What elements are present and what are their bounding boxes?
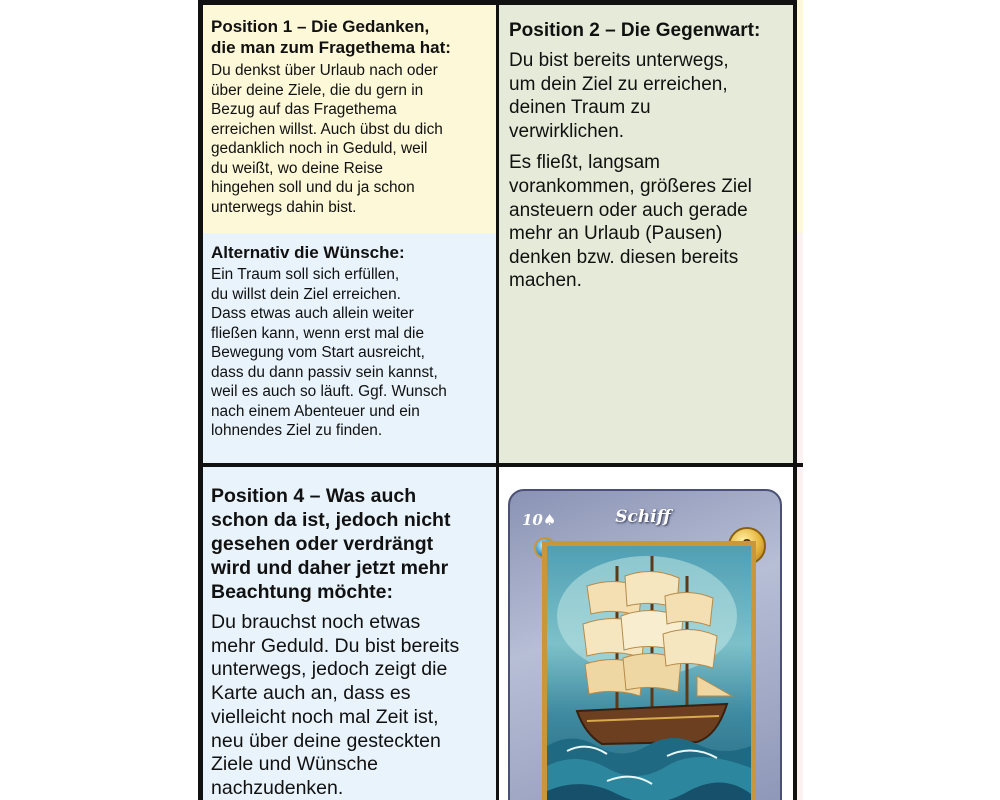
alternative-wishes-text: Ein Traum soll sich erfüllen, du willst dein Ziel erreichen. Dass etwas auch allein weiter fließen kann, wenn erst mal die Bewegung vom Start ausreicht, dass du dann passiv sein kannst, weil es auch so läuft. Ggf. Wunsch nach einem Abenteuer und ein lohnendes Ziel zu finden. (211, 266, 447, 439)
position-2-heading: Position 2 – Die Gegenwart: (509, 20, 761, 41)
alternative-wishes-cell (203, 233, 496, 463)
next-column-edge-bottom (797, 467, 803, 800)
position-1-cell (203, 5, 496, 233)
card-title: Schiff (615, 507, 671, 527)
position-2-text-2: Es fließt, langsam vorankommen, größeres Ziel ansteuern oder auch gerade mehr an Urlaub (Pausen) denken bzw. diesen bereits machen. (509, 152, 752, 292)
position-2-cell (499, 5, 793, 463)
alternative-wishes-heading: Alternativ die Wünsche: (211, 243, 405, 262)
next-column-edge-middle (797, 233, 803, 463)
card-number: 10♠ (522, 511, 557, 529)
next-column-edge-top (797, 0, 803, 233)
position-4-text: Du brauchst noch etwas mehr Geduld. Du bist bereits unterwegs, jedoch zeigt die Karte auch an, dass es vielleicht noch mal Zeit ist, neu über deine gesteckten Ziele und Wünsche nachzudenken. (211, 611, 460, 799)
position-4-heading: Position 4 – Was auch schon da ist, jedoch nicht gesehen oder verdrängt wird und daher jetzt mehr Beachtung möchte: (211, 485, 451, 603)
position-1-text: Du denkst über Urlaub nach oder über deine Ziele, die du gern in Bezug auf das Fragethema erreichen willst. Auch übst du dich gedanklich noch in Geduld, weil du weißt, wo deine Reise hingehen soll und du ja schon unterwegs dahin bist. (211, 62, 443, 216)
card-cell (499, 467, 793, 800)
spread-table (198, 0, 998, 800)
position-2-text-1: Du bist bereits unterwegs, um dein Ziel zu erreichen, deinen Traum zu verwirklichen. (509, 50, 729, 142)
position-4-cell (203, 467, 496, 800)
ship-icon (547, 546, 751, 800)
ship-illustration (542, 541, 756, 800)
spade-icon: ♠ (542, 511, 557, 529)
lenormand-card-ship (508, 489, 782, 800)
position-1-heading: Position 1 – Die Gedanken, die man zum Fragethema hat: (211, 17, 451, 57)
